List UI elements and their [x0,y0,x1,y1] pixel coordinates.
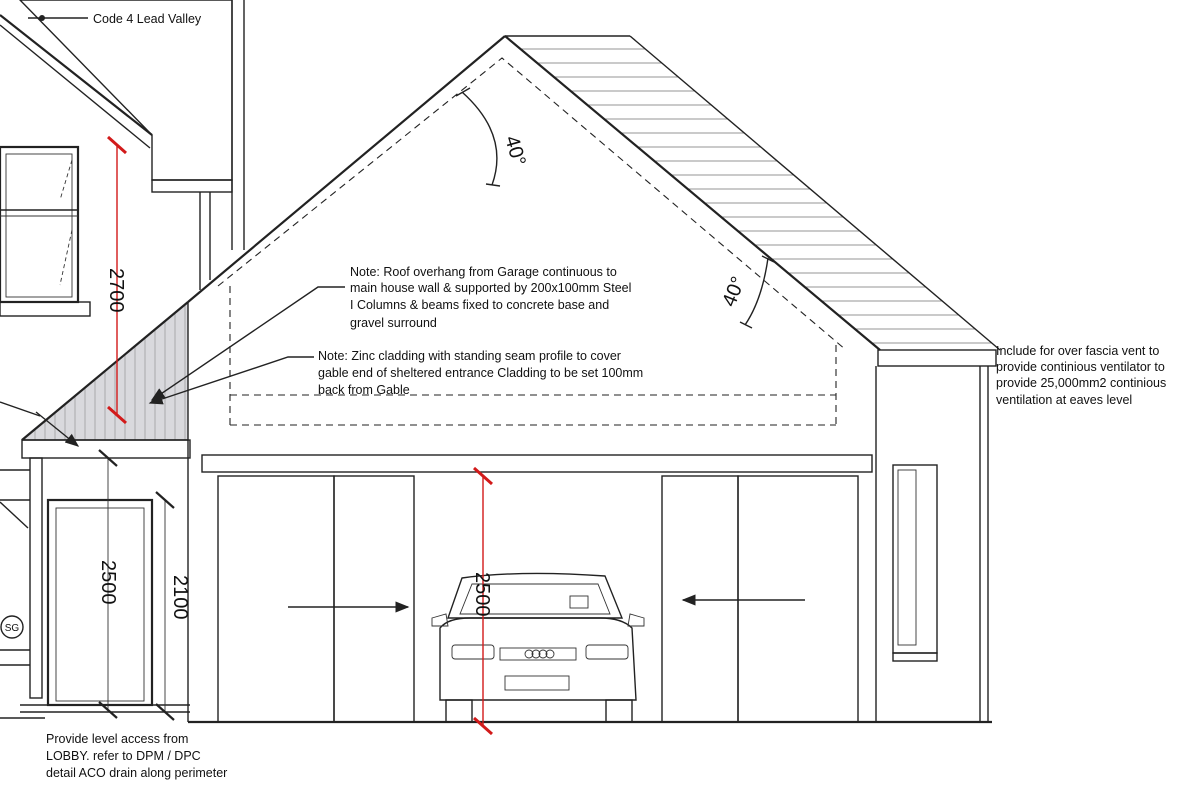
angle-arc-right [745,258,768,325]
dimension-2500-door [97,450,119,718]
svg-text:Note: Roof overhang from Garag: Note: Roof overhang from Garage continuous to [350,265,617,279]
dimension-2500-garage [471,468,493,734]
garage-lintel-beam [202,455,872,472]
svg-text:LOBBY. refer to DPM / DPC: LOBBY. refer to DPM / DPC [46,749,201,763]
note-level-access [46,732,227,780]
sheltered-entrance [0,302,190,718]
svg-text:ventilation at eaves level: ventilation at eaves level [996,393,1133,407]
svg-text:Note: Zinc cladding with stand: Note: Zinc cladding with standing seam profile to cover [318,349,621,363]
car [432,573,644,722]
garage-door-right [662,476,858,722]
note-lead-valley: Code 4 Lead Valley [93,12,202,26]
angle-label-right: 40° [718,273,750,310]
note-roof-overhang [350,265,631,330]
dimension-label-2700: 2700 [105,268,127,313]
svg-text:provide 25,000mm2 continious: provide 25,000mm2 continious [996,376,1167,390]
garage-fascia [878,350,996,366]
dimension-label-2500-garage: 2500 [471,572,493,617]
svg-text:provide continious ventilator: provide continious ventilator to [996,360,1165,374]
svg-text:main house wall & supported by: main house wall & supported by 200x100mm Steel [350,281,632,295]
sg-marker-label: SG [4,623,20,634]
note-fascia-vent [996,344,1166,407]
svg-text:gable end of sheltered entranc: gable end of sheltered entrance Cladding to be set 100mm [318,366,644,380]
angle-arc-left [462,92,497,185]
angle-label-left: 40° [500,133,530,169]
svg-text:back from Gable: back from Gable [318,383,410,397]
svg-text:gravel surround: gravel surround [350,316,437,330]
svg-text:I Columns & beams fixed to con: I Columns & beams fixed to concrete base and [350,298,610,312]
steel-column [30,458,42,698]
svg-text:detail ACO drain along perimet: detail ACO drain along perimeter [46,766,228,780]
house-window [0,147,90,316]
side-window [893,465,937,661]
svg-text:Include for over fascia vent t: Include for over fascia vent to [996,344,1160,358]
note-zinc-cladding [318,349,643,397]
house-fascia [152,180,232,192]
main-house [0,0,244,665]
garage-door-left [218,476,414,722]
dimension-label-2500-door: 2500 [97,560,119,605]
dimension-2100 [156,492,191,720]
svg-text:Provide level access from: Provide level access from [46,732,189,746]
dimension-label-2100: 2100 [169,575,191,620]
